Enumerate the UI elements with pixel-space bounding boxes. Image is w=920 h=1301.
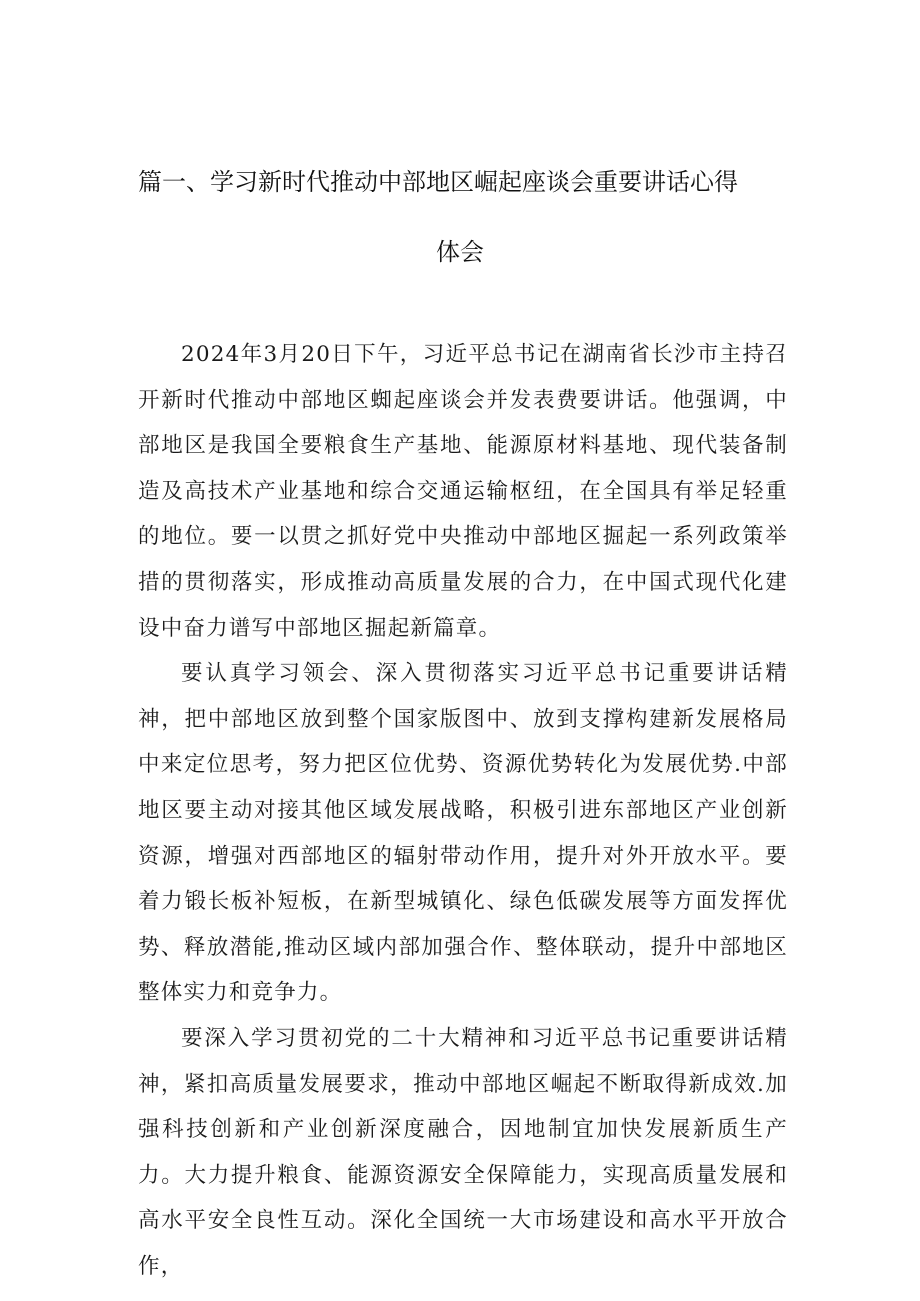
document-body: [138, 332, 788, 1289]
document-title-line-2: 体会: [436, 238, 484, 266]
document-title-line-1: 篇一、学习新时代推动中部地区崛起座谈会重要讲话心得: [138, 168, 738, 196]
paragraph-2: 要认真学习领会、深入贯彻落实习近平总书记重要讲话精神，把中部地区放到整个国家版图中、放到支撑构建新发展格局中来定位思考，努力把区位优势、资源优势转化为发展优势.中部地区要主动对接其他区域发展战略，积极引进东部地区产业创新资源，增强对西部地区的辐射带动作用，提升对外开放水平。要着力锻长板补短板，在新型城镇化、绿色低碳发展等方面发挥优势、释放潜能,推动区域内部加强合作、整体联动，提升中部地区整体实力和竞争力。: [138, 661, 788, 1006]
paragraph-1: 2024年3月20日下午，习近平总书记在湖南省长沙市主持召开新时代推动中部地区蜘起座谈会并发表费要讲话。他强调，中部地区是我国全要粮食生产基地、能源原材料基地、现代装备制造及高技术产业基地和综合交通运输枢纽，在全国具有举足轻重的地位。要一以贯之抓好党中央推动中部地区掘起一系列政策举措的贯彻落实，形成推动高质量发展的合力，在中国式现代化建设中奋力谱写中部地区掘起新篇章。: [138, 342, 788, 641]
paragraph-3: 要深入学习贯初党的二十大精神和习近平总书记重要讲话精神，紧扣高质量发展要求，推动中部地区崛起不断取得新成效.加强科技创新和产业创新深度融合，因地制宜加快发展新质生产力。大力提升粮食、能源资源安全保障能力，实现高质量发展和高水平安全良性互动。深化全国统一大市场建设和高水平开放合作，: [138, 1025, 788, 1279]
